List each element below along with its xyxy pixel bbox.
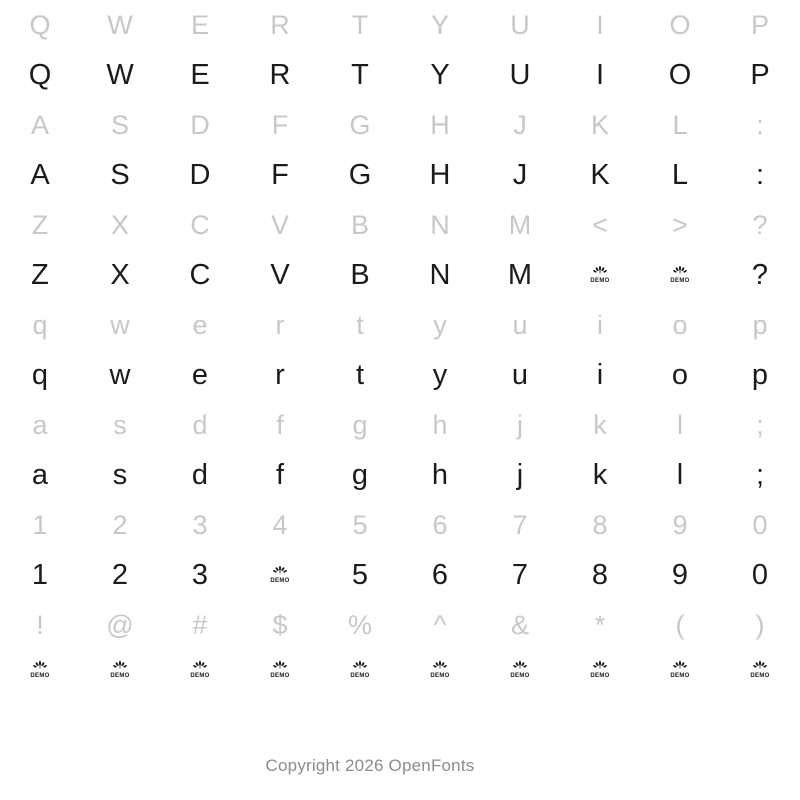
glyph-cell: # bbox=[192, 609, 208, 640]
glyph-cell: 0 bbox=[752, 509, 768, 540]
glyph-cell: k bbox=[592, 458, 608, 491]
leaf-icon bbox=[670, 266, 689, 284]
glyph-cell: y bbox=[433, 309, 447, 340]
demo-watermark bbox=[240, 640, 320, 700]
glyph-cell: a bbox=[32, 409, 48, 440]
glyph-cell: 8 bbox=[591, 558, 609, 591]
leaf-icon bbox=[510, 661, 529, 679]
leaf-icon bbox=[670, 661, 689, 679]
glyph-cell: 3 bbox=[191, 558, 209, 591]
glyph-cell: ( bbox=[675, 609, 685, 640]
copyright-text: Copyright 2026 OpenFonts bbox=[265, 756, 475, 775]
glyph-cell: L bbox=[672, 109, 688, 140]
glyph-cell: l bbox=[677, 409, 683, 440]
demo-watermark bbox=[640, 640, 720, 700]
glyph-cell: r bbox=[275, 358, 285, 391]
leaf-icon bbox=[590, 661, 609, 679]
glyph-cell: O bbox=[669, 9, 691, 40]
demo-watermark bbox=[80, 640, 160, 700]
glyph-cell: K bbox=[590, 109, 609, 140]
glyph-cell: $ bbox=[272, 609, 288, 640]
glyph-cell: G bbox=[349, 109, 371, 140]
glyph-cell: * bbox=[594, 609, 606, 640]
glyph-cell: X bbox=[110, 258, 130, 291]
glyph-cell: C bbox=[190, 209, 210, 240]
glyph-cell: V bbox=[270, 258, 290, 291]
glyph-cell: 7 bbox=[512, 509, 528, 540]
glyph-cell: I bbox=[595, 58, 605, 91]
glyph-cell: Y bbox=[430, 9, 449, 40]
glyph-cell: 5 bbox=[351, 558, 369, 591]
glyph-cell: L bbox=[671, 158, 689, 191]
leaf-icon bbox=[270, 566, 289, 584]
glyph-cell: S bbox=[110, 158, 130, 191]
glyph-cell: O bbox=[668, 58, 692, 91]
glyph-cell: A bbox=[30, 109, 49, 140]
leaf-icon bbox=[270, 661, 289, 679]
demo-watermark bbox=[400, 640, 480, 700]
glyph-cell: q bbox=[31, 358, 49, 391]
glyph-cell: Z bbox=[31, 258, 49, 291]
glyph-cell: 0 bbox=[751, 558, 769, 591]
glyph-cell: U bbox=[509, 58, 531, 91]
glyph-cell: T bbox=[351, 9, 369, 40]
demo-watermark bbox=[560, 250, 640, 300]
glyph-cell: 3 bbox=[192, 509, 208, 540]
glyph-cell: 1 bbox=[32, 509, 48, 540]
glyph-cell: 8 bbox=[592, 509, 608, 540]
glyph-cell: p bbox=[752, 309, 768, 340]
glyph-cell: P bbox=[750, 58, 770, 91]
glyph-cell: Y bbox=[430, 58, 450, 91]
demo-label: DEMO bbox=[350, 673, 370, 679]
demo-label: DEMO bbox=[510, 673, 530, 679]
glyph-cell: B bbox=[350, 258, 370, 291]
glyph-cell: ? bbox=[752, 209, 768, 240]
glyph-cell: 4 bbox=[272, 509, 288, 540]
glyph-cell: B bbox=[350, 209, 369, 240]
glyph-cell: V bbox=[270, 209, 289, 240]
glyph-cell: Q bbox=[29, 9, 51, 40]
glyph-cell: y bbox=[432, 358, 448, 391]
glyph-cell: Z bbox=[31, 209, 49, 240]
glyph-cell: f bbox=[276, 409, 284, 440]
leaf-icon bbox=[430, 661, 449, 679]
glyph-cell: F bbox=[271, 158, 289, 191]
glyph-cell: f bbox=[275, 458, 285, 491]
leaf-icon bbox=[350, 661, 369, 679]
glyph-cell: 2 bbox=[111, 558, 129, 591]
demo-watermark bbox=[240, 550, 320, 600]
glyph-cell: H bbox=[430, 109, 450, 140]
glyph-cell: 9 bbox=[671, 558, 689, 591]
glyph-cell: a bbox=[31, 458, 49, 491]
glyph-cell: k bbox=[593, 409, 607, 440]
glyph-cell: u bbox=[511, 358, 529, 391]
glyph-cell: 5 bbox=[352, 509, 368, 540]
demo-watermark bbox=[720, 640, 800, 700]
glyph-cell: ! bbox=[36, 609, 44, 640]
glyph-cell: 2 bbox=[112, 509, 128, 540]
glyph-cell: J bbox=[513, 109, 527, 140]
demo-watermark bbox=[320, 640, 400, 700]
demo-label: DEMO bbox=[430, 673, 450, 679]
glyph-cell: E bbox=[190, 9, 209, 40]
glyph-cell: d bbox=[191, 458, 209, 491]
glyph-cell: M bbox=[508, 209, 532, 240]
glyph-cell: ) bbox=[755, 609, 765, 640]
glyph-cell: N bbox=[430, 209, 450, 240]
glyph-cell: P bbox=[750, 9, 769, 40]
demo-label: DEMO bbox=[270, 578, 290, 584]
glyph-cell: i bbox=[596, 358, 604, 391]
leaf-icon bbox=[190, 661, 209, 679]
glyph-cell: 6 bbox=[432, 509, 448, 540]
demo-watermark bbox=[480, 640, 560, 700]
glyph-cell: R bbox=[270, 9, 290, 40]
glyph-cell: J bbox=[512, 158, 528, 191]
glyph-cell: I bbox=[596, 9, 604, 40]
glyph-cell: E bbox=[190, 58, 210, 91]
glyph-cell: o bbox=[672, 309, 688, 340]
glyph-cell: > bbox=[672, 209, 688, 240]
glyph-cell: M bbox=[507, 258, 533, 291]
glyph-cell: % bbox=[347, 609, 372, 640]
glyph-cell: D bbox=[189, 158, 211, 191]
glyph-cell: C bbox=[189, 258, 211, 291]
glyph-cell: G bbox=[348, 158, 372, 191]
glyph-cell: X bbox=[110, 209, 129, 240]
glyph-cell: p bbox=[751, 358, 769, 391]
demo-label: DEMO bbox=[590, 278, 610, 284]
glyph-cell: R bbox=[269, 58, 291, 91]
glyph-cell: F bbox=[271, 109, 289, 140]
glyph-cell: @ bbox=[106, 609, 134, 640]
glyph-cell: ^ bbox=[433, 609, 447, 640]
glyph-cell: i bbox=[597, 309, 603, 340]
demo-watermark-row bbox=[0, 640, 800, 700]
glyph-cell: ; bbox=[756, 409, 764, 440]
glyph-cell: D bbox=[190, 109, 210, 140]
demo-label: DEMO bbox=[110, 673, 130, 679]
glyph-cell: 6 bbox=[431, 558, 449, 591]
glyph-cell: ? bbox=[751, 258, 769, 291]
glyph-cell: t bbox=[355, 358, 365, 391]
glyph-cell: N bbox=[429, 258, 451, 291]
glyph-cell: & bbox=[510, 609, 529, 640]
glyph-cell: h bbox=[431, 458, 449, 491]
glyph-cell: W bbox=[107, 9, 133, 40]
demo-label: DEMO bbox=[670, 673, 690, 679]
glyph-cell: w bbox=[109, 358, 131, 391]
demo-watermark bbox=[560, 640, 640, 700]
glyph-cell: < bbox=[592, 209, 608, 240]
glyph-cell: Q bbox=[28, 58, 52, 91]
glyph-cell: U bbox=[510, 9, 530, 40]
glyph-cell: 7 bbox=[511, 558, 529, 591]
demo-label: DEMO bbox=[30, 673, 50, 679]
leaf-icon bbox=[590, 266, 609, 284]
glyph-cell: r bbox=[275, 309, 285, 340]
glyph-cell: t bbox=[356, 309, 364, 340]
glyph-cell: j bbox=[517, 409, 523, 440]
glyph-cell: o bbox=[671, 358, 689, 391]
glyph-cell: e bbox=[192, 309, 208, 340]
glyph-cell: s bbox=[113, 409, 127, 440]
glyph-cell: H bbox=[429, 158, 451, 191]
glyph-cell: w bbox=[110, 309, 130, 340]
demo-label: DEMO bbox=[590, 673, 610, 679]
glyph-cell: u bbox=[512, 309, 528, 340]
glyph-cell: g bbox=[351, 458, 369, 491]
leaf-icon bbox=[30, 661, 49, 679]
glyph-cell: 9 bbox=[672, 509, 688, 540]
glyph-cell: e bbox=[191, 358, 209, 391]
glyph-cell: s bbox=[112, 458, 128, 491]
leaf-icon bbox=[750, 661, 769, 679]
glyph-cell: ; bbox=[755, 458, 765, 491]
glyph-cell: S bbox=[110, 109, 129, 140]
leaf-icon bbox=[110, 661, 129, 679]
glyph-cell: l bbox=[676, 458, 684, 491]
demo-label: DEMO bbox=[750, 673, 770, 679]
glyph-cell: W bbox=[106, 58, 134, 91]
demo-watermark bbox=[640, 250, 720, 300]
demo-watermark bbox=[0, 640, 80, 700]
demo-label: DEMO bbox=[270, 673, 290, 679]
glyph-cell: h bbox=[432, 409, 448, 440]
copyright-notice bbox=[0, 756, 800, 776]
glyph-cell: j bbox=[516, 458, 524, 491]
glyph-cell: g bbox=[352, 409, 368, 440]
demo-label: DEMO bbox=[670, 278, 690, 284]
demo-watermark bbox=[160, 640, 240, 700]
demo-label: DEMO bbox=[190, 673, 210, 679]
glyph-cell: T bbox=[351, 58, 369, 91]
glyph-cell: q bbox=[32, 309, 48, 340]
glyph-cell: 1 bbox=[31, 558, 49, 591]
glyph-cell: : bbox=[755, 158, 765, 191]
glyph-cell: d bbox=[192, 409, 208, 440]
glyph-cell: : bbox=[756, 109, 764, 140]
glyph-cell: A bbox=[30, 158, 50, 191]
glyph-cell: K bbox=[590, 158, 610, 191]
